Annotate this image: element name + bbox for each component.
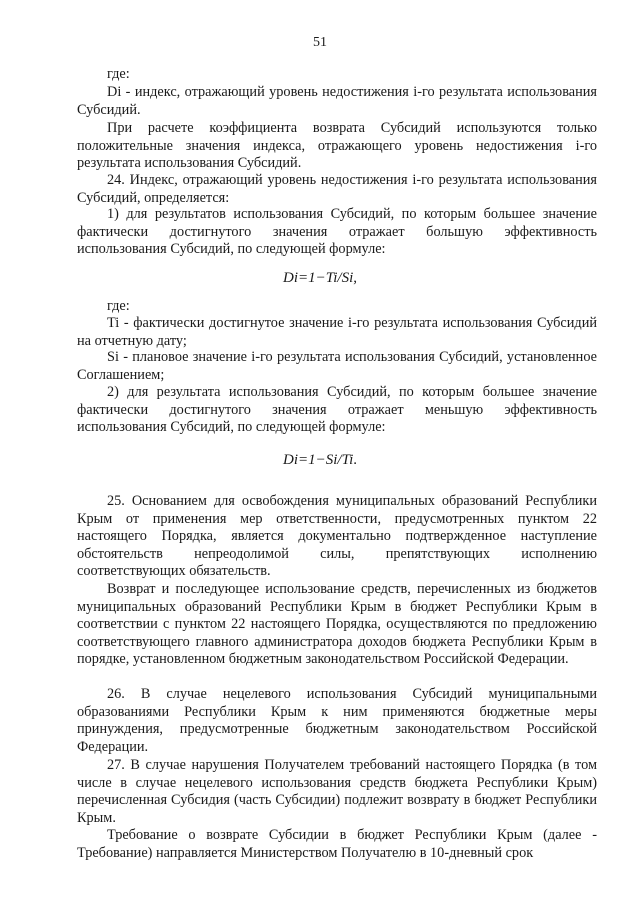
si-definition: Si - плановое значение i-го результата использования Субсидий, установленное Соглашением;: [77, 349, 597, 383]
page-number: 51: [313, 35, 327, 50]
formula-2-expression: Di=1−Si/Ti: [282, 452, 354, 468]
item-1: 1) для результатов использования Субсидий, по которым большее значение фактически достигнутого значения отражает большую эффективность использования Субсидий, по следующей формуле:: [77, 206, 597, 258]
where-label: где:: [107, 66, 130, 82]
paragraph-25: 25. Основанием для освобождения муниципальных образований Республики Крым от применения мер ответственности, предусмотренных пунктом 22 настоящего Порядка, является документально подтвержденное наступление обстоятельств непреодолимой силы, препятствующих исполнению соответствующих обязательств.: [77, 493, 597, 580]
ti-definition: Ti - фактически достигнутое значение i-го результата использования Субсидий на отчетную дату;: [77, 315, 597, 349]
formula-1-expression: Di=1−Ti/Si: [282, 270, 354, 286]
paragraph-26: 26. В случае нецелевого использования Субсидий муниципальными образованиями Республики Крым к ним применяются бюджетные меры принуждения, предусмотренные бюджетным законодательством Российской Федерации.: [77, 686, 597, 755]
item-2: 2) для результата использования Субсидий, по которым большее значение фактически достигнутого значения отражает меньшую эффективность использования Субсидий, по следующей формуле:: [77, 384, 597, 436]
formula-2: [0, 452, 640, 470]
formula-2-punct: .: [353, 452, 357, 468]
paragraph-27: 27. В случае нарушения Получателем требований настоящего Порядка (в том числе в случае нецелевого использования средств бюджета Республики Крым) перечисленная Субсидия (часть Субсидии) подлежит возврату в бюджет Республики Крым.: [77, 757, 597, 826]
formula-1-punct: ,: [353, 270, 357, 286]
requirement-paragraph: Требование о возврате Субсидии в бюджет Республики Крым (далее - Требование) направляется Министерством Получателю в 10-дневный срок: [77, 827, 597, 861]
paragraph-24: 24. Индекс, отражающий уровень недостижения i-го результата использования Субсидий, определяется:: [77, 172, 597, 206]
positive-values-paragraph: При расчете коэффициента возврата Субсидий используются только положительные значения индекса, отражающего уровень недостижения i-го результата использования Субсидий.: [77, 120, 597, 172]
formula-1: [0, 270, 640, 288]
di-definition: Di - индекс, отражающий уровень недостижения i-го результата использования Субсидий.: [77, 84, 597, 118]
return-use-paragraph: Возврат и последующее использование средств, перечисленных из бюджетов муниципальных образований Республики Крым в бюджет Республики Крым в соответствии с пунктом 22 настоящего Порядка, осуществляются по предложению соответствующего главного администратора доходов бюджета Республики Крым в порядке, установленном бюджетным законодательством Российской Федерации.: [77, 581, 597, 668]
where-label-2: где:: [107, 298, 130, 314]
